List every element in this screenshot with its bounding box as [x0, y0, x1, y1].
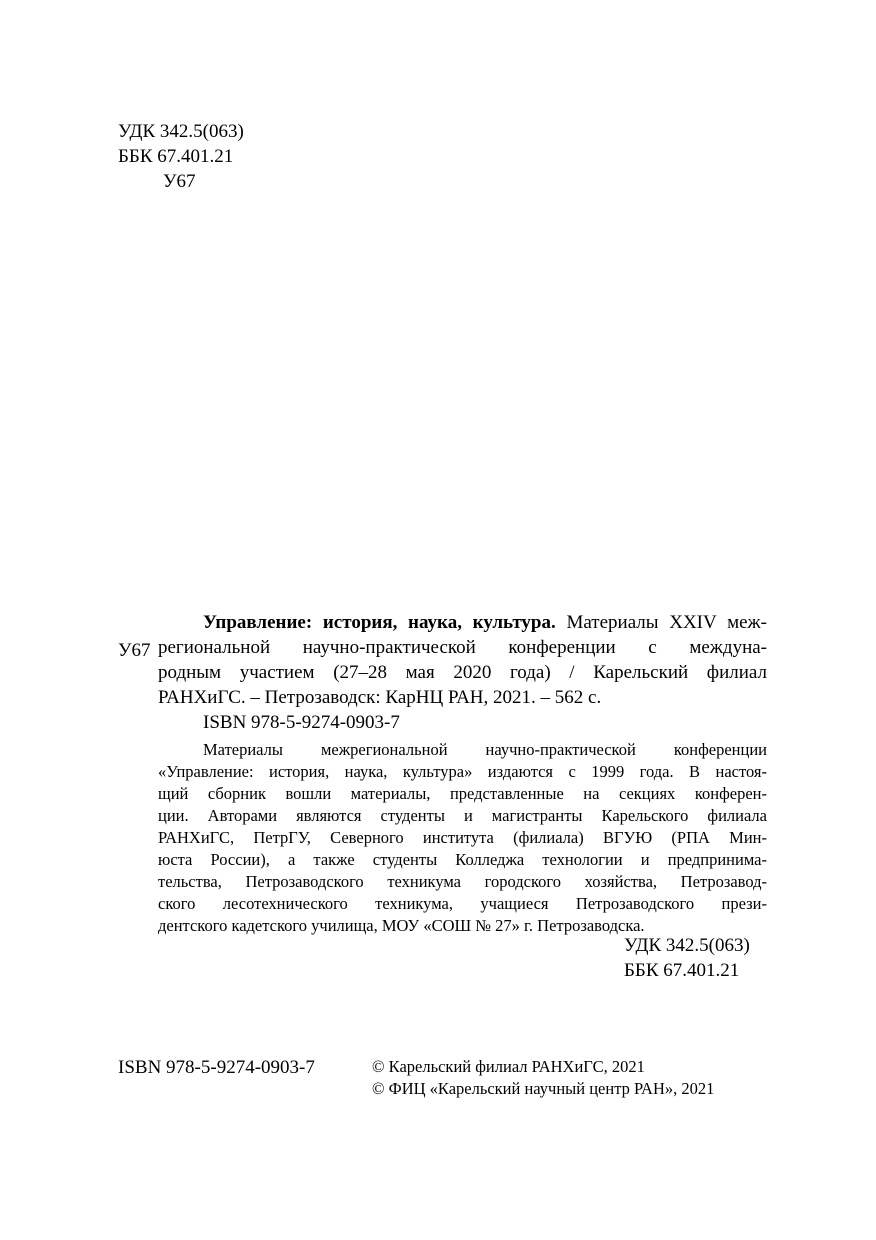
- abstract-line: Материалы межрегиональной научно-практической конференции: [203, 740, 767, 759]
- abstract-line: щий сборник вошли материалы, представленные на секциях конферен-: [158, 784, 767, 803]
- footer-isbn: ISBN 978-5-9274-0903-7: [118, 1057, 315, 1078]
- top-bbk: ББК 67.401.21: [118, 146, 234, 167]
- footer-copyright-1: © Карельский филиал РАНХиГС, 2021: [372, 1057, 645, 1076]
- footer-copyright-2: © ФИЦ «Карельский научный центр РАН», 2021: [372, 1079, 715, 1098]
- top-author-mark: У67: [163, 171, 196, 192]
- abstract-udk: УДК 342.5(063): [624, 935, 750, 956]
- abstract-line: «Управление: история, наука, культура» издаются с 1999 года. В настоя-: [158, 762, 767, 781]
- entry-line-4: РАНХиГС. – Петрозаводск: КарНЦ РАН, 2021. – 562 с.: [158, 687, 602, 708]
- top-udk: УДК 342.5(063): [118, 121, 244, 142]
- abstract-line: РАНХиГС, ПетрГУ, Северного института (филиала) ВГУЮ (РПА Мин-: [158, 828, 767, 847]
- entry-line-2: региональной научно-практической конференции с междуна-: [158, 637, 767, 658]
- entry-author-mark: У67: [118, 640, 151, 661]
- entry-isbn: ISBN 978-5-9274-0903-7: [203, 712, 400, 733]
- entry-line-1-rest: Материалы XXIV меж-: [555, 612, 767, 633]
- abstract-bbk: ББК 67.401.21: [624, 960, 740, 981]
- abstract-line: дентского кадетского училища, МОУ «СОШ № 27» г. Петрозаводска.: [158, 916, 645, 935]
- abstract-line: ского лесотехнического техникума, учащиеся Петрозаводского прези-: [158, 894, 767, 913]
- abstract-line: тельства, Петрозаводского техникума городского хозяйства, Петрозавод-: [158, 872, 767, 891]
- entry-title: Управление: история, наука, культура.: [203, 612, 556, 633]
- abstract-line: юста России), а также студенты Колледжа технологии и предпринима-: [158, 850, 767, 869]
- entry-line-1: [203, 611, 767, 635]
- abstract-line: ции. Авторами являются студенты и магистранты Карельского филиала: [158, 806, 767, 825]
- entry-line-3: родным участием (27–28 мая 2020 года) / Карельский филиал: [158, 662, 767, 683]
